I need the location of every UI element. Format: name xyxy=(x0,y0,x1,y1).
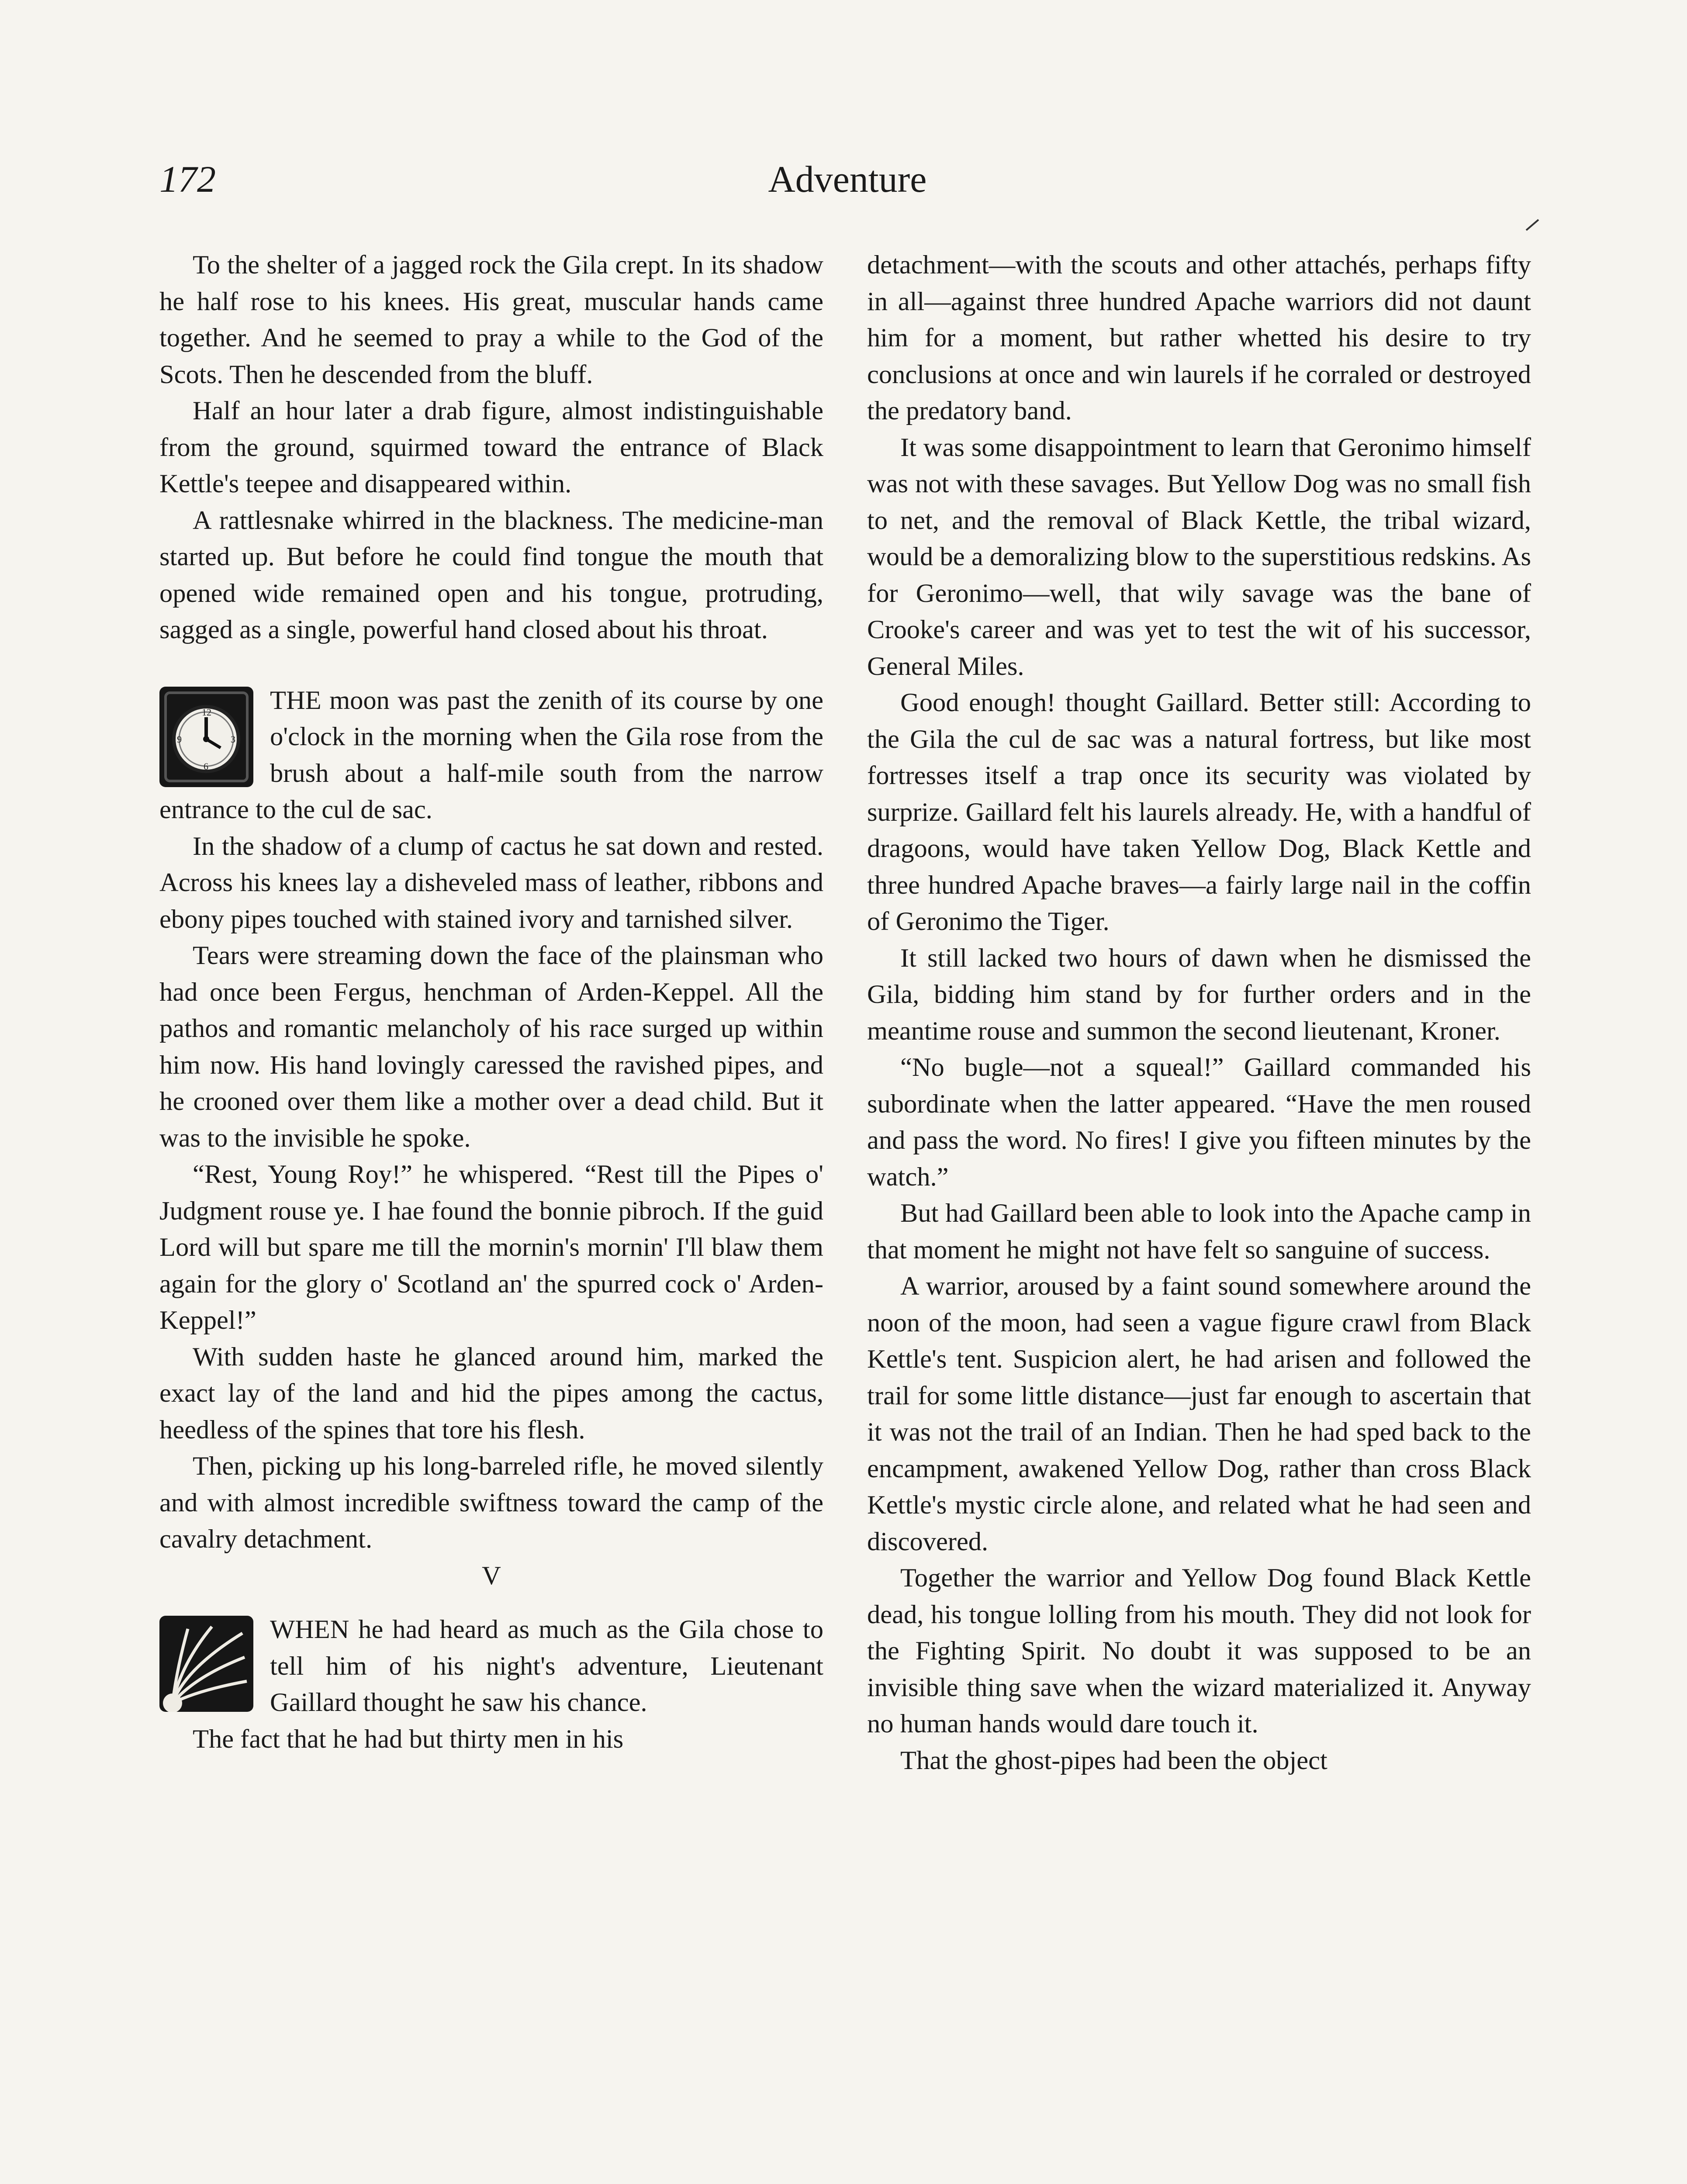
paragraph: A rattlesnake whirred in the blackness. The medicine-man started up. But before he could find tongue the mouth that opened wide remained open and his tongue, protruding, sagged as a single, powerful hand closed about his throat. xyxy=(159,505,823,644)
page-number: 172 xyxy=(159,158,216,200)
paragraph: Then, picking up his long-barreled rifle, he moved silently and with almost incredible swiftness toward the camp of the cavalry detachment. xyxy=(159,1451,823,1554)
paragraph: WHEN he had heard as much as the Gila chose to tell him of his night's adventure, Lieutenant Gaillard thought he saw his chance. xyxy=(270,1615,823,1717)
paragraph: THE moon was past the zenith of its course by one o'clock in the morning when the Gila rose from the brush about a half-mile south from the narrow entrance to the cul de sac. xyxy=(159,685,823,824)
svg-text:3: 3 xyxy=(231,733,235,745)
paragraph: Together the warrior and Yellow Dog found Black Kettle dead, his tongue lolling from his mouth. They did not look for the Fighting Spirit. No doubt it was supposed to be an invisible thing save when the wizard materialized it. Anyway no human hands would dare touch it. xyxy=(867,1563,1531,1738)
clock-icon xyxy=(159,687,253,787)
right-column xyxy=(867,247,1531,1779)
paragraph: In the shadow of a clump of cactus he sat down and rested. Across his knees lay a disheveled mass of leather, ribbons and ebony pipes touched with stained ivory and tarnished silver. xyxy=(159,831,823,934)
left-column xyxy=(159,247,823,1757)
svg-text:12: 12 xyxy=(202,706,211,718)
sunburst-icon xyxy=(159,1616,253,1712)
paragraph: “No bugle—not a squeal!” Gaillard commanded his subordinate when the latter appeared. “Have the men roused and pass the word. No fires! I give you fifteen minutes by the watch.” xyxy=(867,1053,1531,1192)
page-header xyxy=(159,157,1535,214)
svg-text:9: 9 xyxy=(177,733,182,745)
paragraph: Half an hour later a drab figure, almost indistinguishable from the ground, squirmed toward the entrance of Black Kettle's teepee and disappeared within. xyxy=(159,396,823,498)
paragraph: To the shelter of a jagged rock the Gila crept. In its shadow he half rose to his knees. His great, muscular hands came together. And he seemed to pray a while to the God of the Scots. Then he descended from the bluff. xyxy=(159,250,823,389)
section-number: V xyxy=(482,1561,501,1590)
paragraph: detachment—with the scouts and other attachés, perhaps fifty in all—against three hundred Apache warriors did not daunt him for a moment, but rather whetted his desire to try conclusions at once and win laurels if he corraled or destroyed the predatory band. xyxy=(867,250,1531,425)
running-title: Adventure xyxy=(768,158,927,200)
paragraph: Good enough! thought Gaillard. Better still: According to the Gila the cul de sac was a natural fortress, but like most fortresses itself a trap once its security was violated by surprize. Gaillard felt his laurels already. He, with a handful of dragoons, would have taken Yellow Dog, Black Kettle and three hundred Apache braves—a fairly large nail in the coffin of Geronimo the Tiger. xyxy=(867,688,1531,936)
stray-mark-icon xyxy=(1524,217,1541,232)
paragraph: It was some disappointment to learn that Geronimo himself was not with these savages. But Yellow Dog was no small fish to net, and the removal of Black Kettle, the tribal wizard, would be a demoralizing blow to the superstitious redskins. As for Geronimo—well, that wily savage was the bane of Crooke's career and was yet to test the wit of his successor, General Miles. xyxy=(867,432,1531,681)
svg-text:6: 6 xyxy=(204,760,208,772)
paragraph: “Rest, Young Roy!” he whispered. “Rest till the Pipes o' Judgment rouse ye. I hae found the bonnie pibroch. If the guid Lord will but spare me till the mornin's mornin' I'll blaw them again for the glory o' Scotland an' the spurred cock o' Arden-Keppel!” xyxy=(159,1160,823,1335)
paragraph: But had Gaillard been able to look into the Apache camp in that moment he might not have felt so sanguine of success. xyxy=(867,1199,1531,1265)
paragraph: It still lacked two hours of dawn when he dismissed the Gila, bidding him stand by for further orders and in the meantime rouse and summon the second lieutenant, Kroner. xyxy=(867,943,1531,1046)
paragraph: That the ghost-pipes had been the object xyxy=(900,1745,1327,1775)
paragraph: Tears were streaming down the face of the plainsman who had once been Fergus, henchman of Arden-Keppel. All the pathos and romantic melancholy of his race surged up within him now. His hand lovingly caressed the ravished pipes, and he crooned over them like a mother over a dead child. But it was to the invisible he spoke. xyxy=(159,941,823,1153)
paragraph: With sudden haste he glanced around him, marked the exact lay of the land and hid the pipes among the cactus, heedless of the spines that tore his flesh. xyxy=(159,1342,823,1444)
paragraph: A warrior, aroused by a faint sound somewhere around the noon of the moon, had seen a vague figure crawl from Black Kettle's tent. Suspicion alert, he had arisen and followed the trail for some little distance—just far enough to ascertain that it was not the trail of an Indian. Then he had sped back to the encampment, awakened Yellow Dog, rather than cross Black Kettle's mystic circle alone, and related what he had seen and discovered. xyxy=(867,1272,1531,1556)
paragraph: The fact that he had but thirty men in his xyxy=(193,1724,624,1754)
section-opening xyxy=(159,1611,823,1721)
section-opening xyxy=(159,682,823,828)
